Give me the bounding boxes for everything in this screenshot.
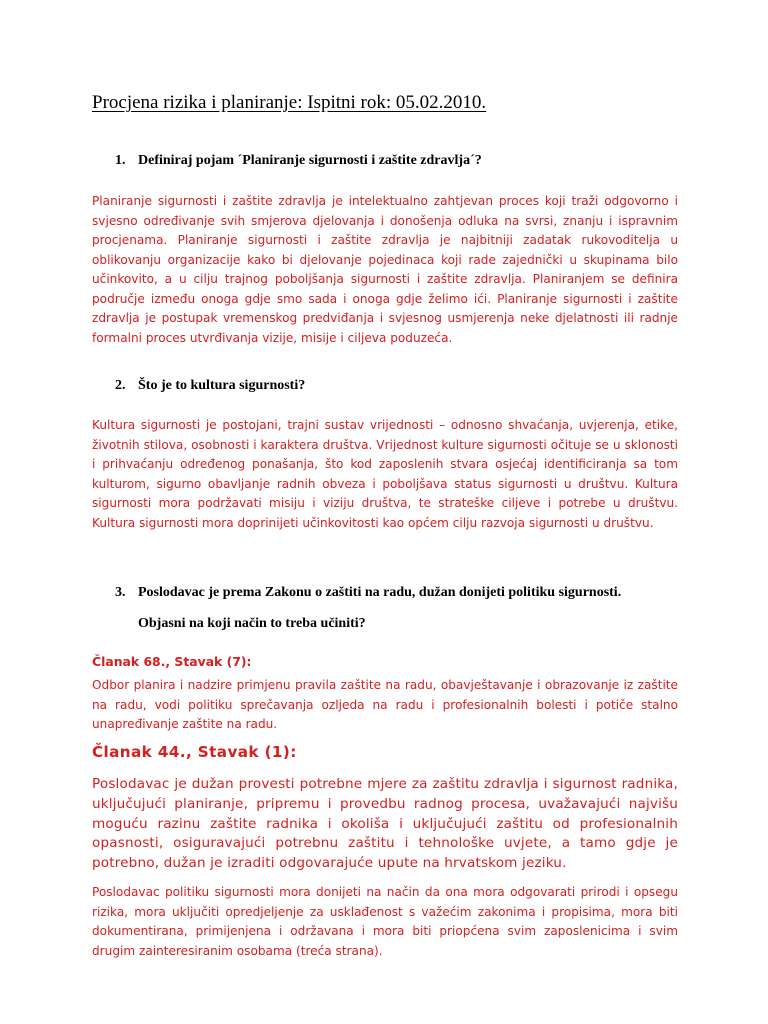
article-44-heading: Članak 44., Stavak (1): — [92, 743, 297, 761]
answer-1: Planiranje sigurnosti i zaštite zdravlja je intelektualno zahtjevan proces koji traži odgovorno i svjesno određivanje svih smjerova djelovanja i donošenja odluka na svrsi, znanju i ispravnim procjenama. Planiranje sigurnosti i zaštite zdravlja je najbitniji zadatak rukovoditelja u oblikovanju organizacije kako bi djelovanje pojedinaca koji rade zajednički u skupinama bilo učinkovito, a u cilju trajnog poboljšanja sigurnosti i zaštite zdravlja. Planiranjem se definira područje između onoga gdje smo sada i onoga gdje želimo ići. Planiranje sigurnosti i zaštite zdravlja je postupak vremenskog predviđanja i svjesnog usmjerenja neke djelatnosti ili radnje formalni proces utvrđivanja vizije, misije i ciljeva poduzeća. — [92, 194, 678, 345]
article-44-text: Poslodavac je dužan provesti potrebne mjere za zaštitu zdravlja i sigurnost radnika, uključujući planiranje, pripremu i provedbu radnog procesa, uvažavajući najvišu moguću razinu zaštite radnika i okoliša i uključujući zaštitu od profesionalnih opasnosti, osiguravajući potrebnu zaštitu i tehnološke uvjete, a tamo gdje je potrebno, dužan je izraditi odgovarajuće upute na hrvatskom jeziku. — [92, 776, 678, 872]
question-2-number: 2. — [115, 378, 126, 393]
question-3-number: 3. — [115, 585, 126, 600]
question-1 — [115, 146, 695, 175]
question-3 — [115, 578, 715, 638]
question-3-text-line1: Poslodavac je prema Zakonu o zaštiti na radu, dužan donijeti politiku sigurnosti. — [138, 585, 622, 600]
question-1-number: 1. — [115, 153, 126, 168]
page-title: Procjena rizika i planiranje: Ispitni rok: 05.02.2010. — [92, 92, 487, 113]
question-2 — [115, 371, 695, 400]
article-68-text: Odbor planira i nadzire primjenu pravila zaštite na radu, obavještavanje i obrazovanje iz zaštite na radu, vodi politiku sprečavanja ozljeda na radu i profesionalnih bolesti i potiče stalno unapređivanje zaštite na radu. — [92, 678, 678, 731]
question-3-text-line2: Objasni na koji način to treba učiniti? — [138, 616, 366, 631]
question-1-text: Definiraj pojam ´Planiranje sigurnosti i zaštite zdravlja´? — [138, 153, 482, 168]
article-68-heading: Članak 68., Stavak (7): — [92, 654, 252, 669]
closing-paragraph: Poslodavac politiku sigurnosti mora donijeti na način da ona mora odgovarati prirodi i opsegu rizika, mora uključiti opredjeljenje za usklađenost s važećim zakonima i propisima, mora biti dokumentirana, primijenjena i održavana i mora biti priopćena svim zaposlenicima i svim drugim zainteresiranim osobama (treća strana). — [92, 885, 678, 958]
question-2-text: Što je to kultura sigurnosti? — [138, 378, 306, 393]
answer-2: Kultura sigurnosti je postojani, trajni sustav vrijednosti – odnosno shvaćanja, uvjerenja, etike, životnih stilova, osobnosti i karaktera društva. Vrijednost kulture sigurnosti očituje se u sklonosti i prihvaćanju određenog ponašanja, što kod zaposlenih stvara osjećaj identificiranja sa tom kulturom, sigurno obavljanje radnih obveza i poboljšava status sigurnosti u društvu. Kultura sigurnosti mora podržavati misiju i viziju društva, te strateške ciljeve i potrebe u društvu. Kultura sigurnosti mora doprinijeti učinkovitosti kao općem cilju razvoja sigurnosti u društvu. — [92, 418, 678, 530]
